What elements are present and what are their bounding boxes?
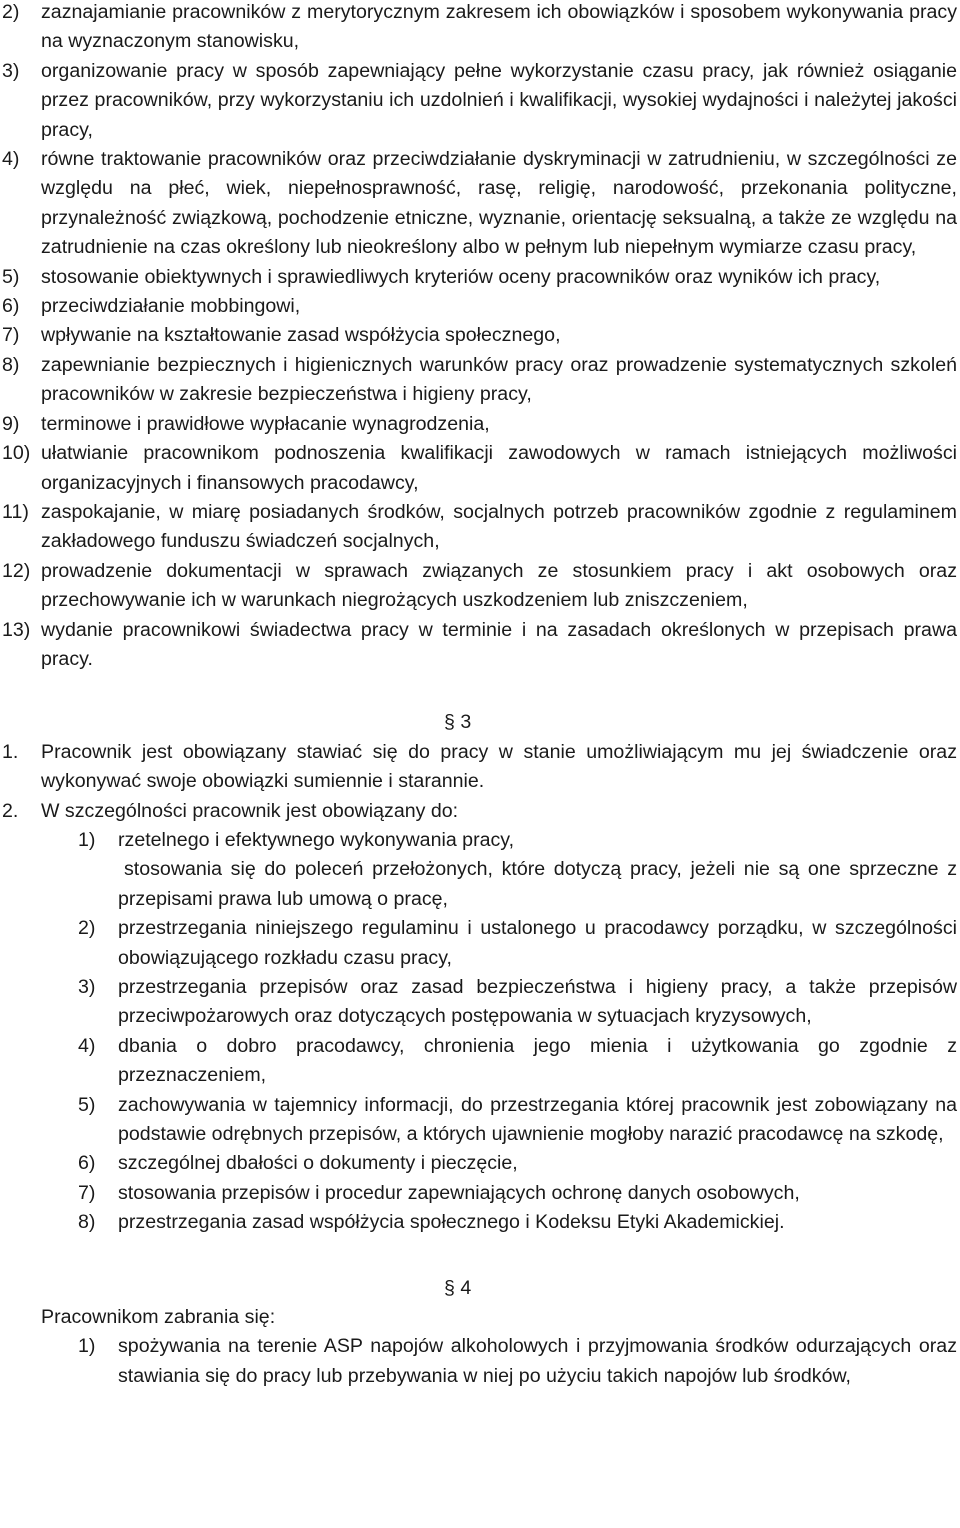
item-number: 7) [78,1181,96,1204]
item-number: 5) [2,265,20,288]
item-text: spożywania na terenie ASP napojów alkoholowych i przyjmowania środków odurzających oraz stawiania się do pracy lub przebywania w niej po użyciu takich napojów lub środków, [118,1335,957,1387]
sub-item [0,1332,957,1391]
item-number: 3) [2,59,20,82]
list-item [0,439,957,498]
list-item [0,410,957,439]
list-item [0,0,957,57]
item-text: dbania o dobro pracodawcy, chronienia jego mienia i użytkowania go zgodnie z przeznaczeniem, [118,1034,957,1087]
item-number: 8) [78,1211,96,1234]
sub-item-continuation [0,855,957,914]
sub-item [0,826,957,855]
item-text: szczególnej dbałości o dokumenty i pieczęcie, [118,1152,518,1175]
item-text: stosowania przepisów i procedur zapewniających ochronę danych osobowych, [118,1181,800,1204]
list-item [0,57,957,145]
item-text: ułatwianie pracownikom podnoszenia kwalifikacji zawodowych w ramach istniejących możliwości organizacyjnych i finansowych pracodawcy, [41,442,957,494]
item-text: zaznajamianie pracowników z merytorycznym zakresem ich obowiązków i sposobem wykonywania pracy na wyznaczonym stanowisku, [41,1,957,53]
item-number: 7) [2,324,20,347]
item-number: 2) [78,917,96,940]
section-intro: Pracownikom zabrania się: [41,1306,276,1329]
section-heading: § 4 [444,1276,472,1299]
item-number: 6) [78,1152,96,1175]
paragraph-text: W szczególności pracownik jest obowiązany do: [41,799,459,822]
item-number: 4) [78,1034,96,1057]
list-item [0,145,957,263]
section-4 [0,1274,957,1392]
item-number: 1) [78,1335,96,1358]
item-number: 8) [2,353,20,376]
item-text: zapewnianie bezpiecznych i higienicznych warunków pracy oraz prowadzenie systematycznych szkoleń pracowników w zakresie bezpieczeństwa i higieny pracy, [41,353,957,406]
section-3 [0,708,957,1237]
item-text: przestrzegania zasad współżycia społecznego i Kodeksu Etyki Akademickiej. [118,1211,785,1234]
item-number: 4) [2,148,20,171]
item-text: równe traktowanie pracowników oraz przeciwdziałanie dyskryminacji w zatrudnieniu, w szczególności ze względu na płeć, wiek, niepełnosprawność, rasę, religię, narodowość, przekonania polityczne, przynależność związkową, pochodzenie etniczne, wyznanie, orientację seksualną, a także ze względu na zatrudnienie na czas określony lub nieokreślony albo w pełnym lub niepełnym wymiarze czasu pracy, [41,148,957,259]
sub-item [0,1149,957,1178]
sub-item [0,973,957,1032]
list-item [0,616,957,675]
list-item [0,557,957,616]
item-text: wydanie pracownikowi świadectwa pracy w terminie i na zasadach określonych w przepisach prawa pracy. [41,618,957,670]
item-number: 1) [78,828,96,851]
item-text: zaspokajanie, w miarę posiadanych środków, socjalnych potrzeb pracowników zgodnie z regulaminem zakładowego funduszu świadczeń socjalnych, [41,500,957,553]
item-text: stosowanie obiektywnych i sprawiedliwych kryteriów oceny pracowników oraz wyników ich pracy, [41,265,881,288]
item-text: przeciwdziałanie mobbingowi, [41,295,301,318]
item-text: zachowywania w tajemnicy informacji, do przestrzegania której pracownik jest zobowiązany na podstawie odrębnych przepisów, a których ujawnienie mogłoby narazić pracodawcę na szkodę, [118,1093,957,1146]
employer-duties-list [0,0,957,674]
sub-item [0,1208,957,1237]
item-number: 13) [2,618,31,641]
paragraph-number: 1. [2,740,19,763]
item-text: rzetelnego i efektywnego wykonywania pracy, [118,828,515,851]
item-text: prowadzenie dokumentacji w sprawach związanych ze stosunkiem pracy i akt osobowych oraz przechowywanie ich w warunkach niegrożących uszkodzeniem lub zniszczeniem, [41,559,957,612]
item-number: 3) [78,976,96,998]
item-number: 12) [2,559,31,582]
paragraph [0,738,957,797]
list-item [0,263,957,292]
item-number: 6) [2,295,20,318]
list-item [0,498,957,557]
item-number: 9) [2,412,20,435]
sub-item [0,1032,957,1091]
paragraph [0,797,957,826]
list-item [0,351,957,410]
item-text: stosowania się do poleceń przełożonych, które dotyczą pracy, jeżeli nie są one sprzeczne z przepisami prawa lub umową o pracę, [118,858,957,910]
paragraph-text: Pracownik jest obowiązany stawiać się do pracy w stanie umożliwiającym mu jej świadczenie oraz wykonywać swoje obowiązki sumiennie i starannie. [41,740,957,793]
list-item [0,292,957,321]
item-number: 10) [2,442,31,465]
sub-item [0,914,957,973]
item-text: wpływanie na kształtowanie zasad współżycia społecznego, [41,324,561,347]
item-number: 5) [78,1093,96,1116]
sub-item [0,1179,957,1208]
item-text: organizowanie pracy w sposób zapewniający pełne wykorzystanie czasu pracy, jak również osiąganie przez pracowników, przy wykorzystaniu ich uzdolnień i kwalifikacji, wysokiej wydajności i należytej jakości pracy, [41,59,957,141]
section-heading: § 3 [444,711,472,734]
sub-item [0,1091,957,1150]
item-text: przestrzegania niniejszego regulaminu i ustalonego u pracodawcy porządku, w szczególności obowiązującego rozkładu czasu pracy, [118,917,957,969]
item-number: 2) [2,1,20,23]
item-text: przestrzegania przepisów oraz zasad bezpieczeństwa i higieny pracy, a także przepisów przeciwpożarowych oraz dotyczących postępowania w sytuacjach kryzysowych, [118,976,957,1028]
paragraph-number: 2. [2,799,19,822]
item-number: 11) [2,500,29,523]
item-text: terminowe i prawidłowe wypłacanie wynagrodzenia, [41,412,490,435]
list-item [0,321,957,350]
